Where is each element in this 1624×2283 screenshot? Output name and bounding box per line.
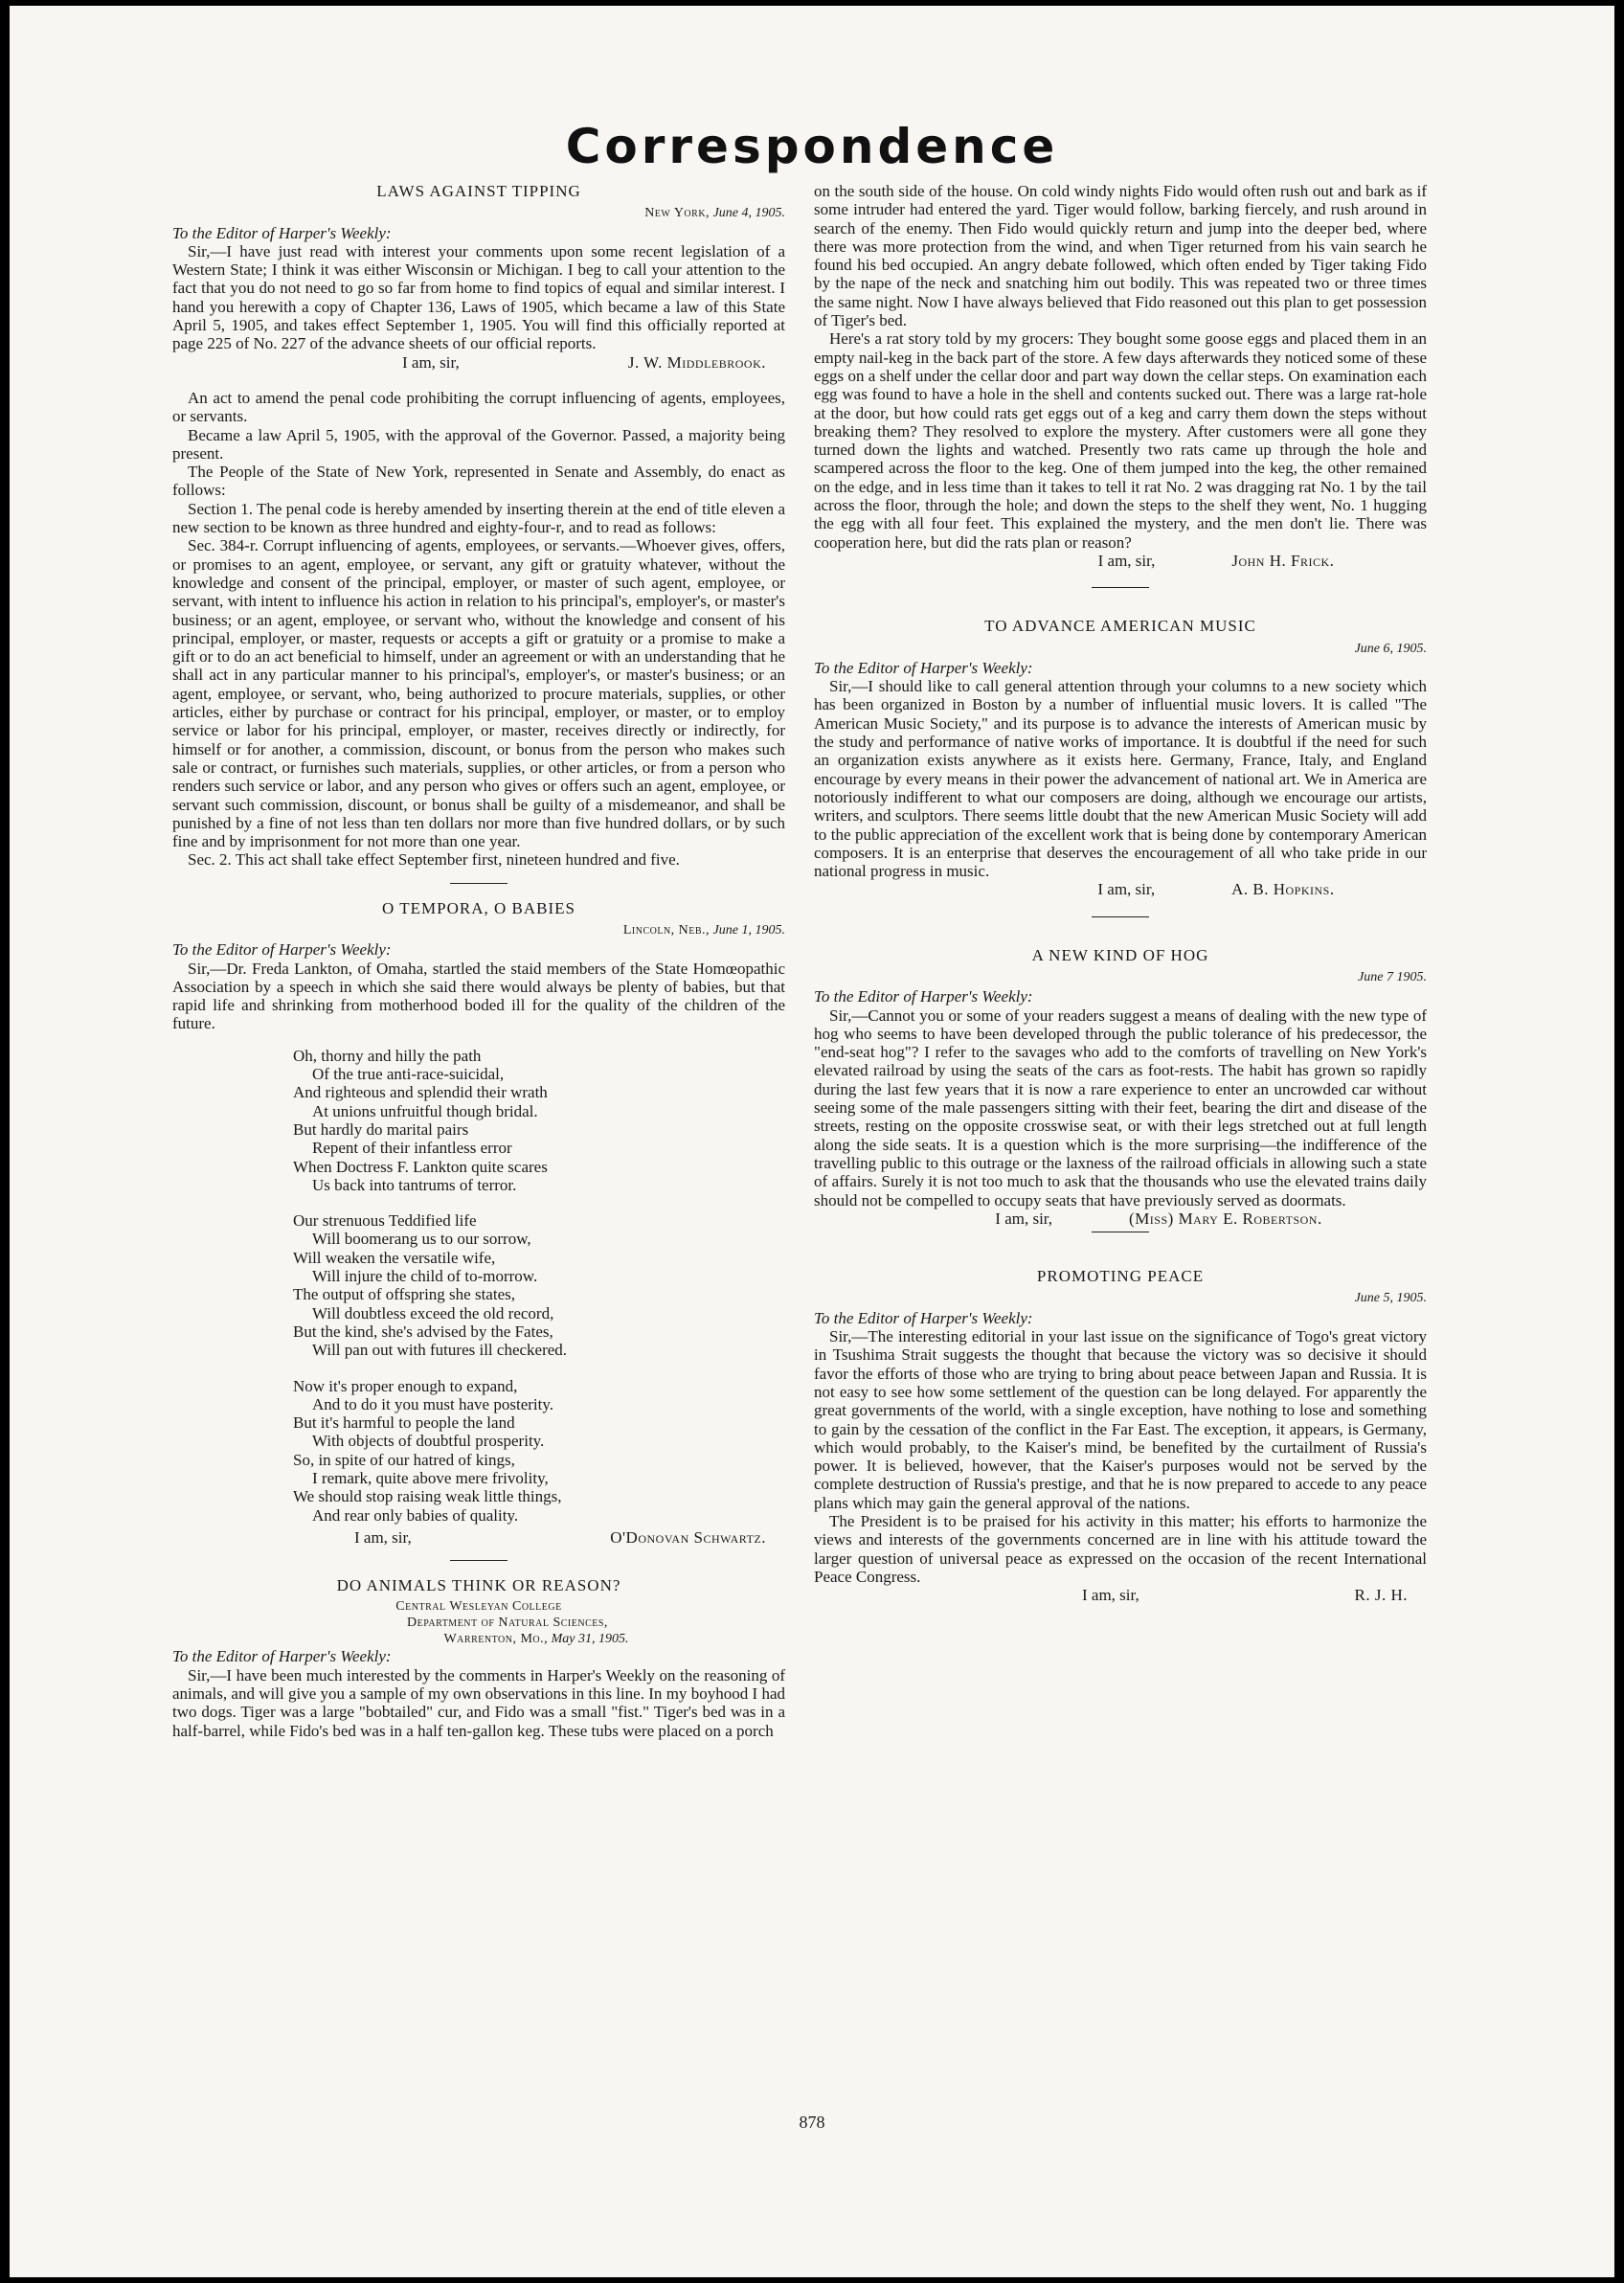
letter-body-continued: on the south side of the house. On cold windy nights Fido would often rush out and bark as if some intruder had entered the yard. Tiger would follow, barking fiercely, and rush around in search of the enemy. Then Fido would quickly return and jump into the deeper bed, where there was more protection from the wind, and when Tiger returned from his vain search he found his bed occupied. An angry debate followed, which often ended by Tiger taking Fido by the nape of the neck and snatching him out bodily. This was repeated two or three times the same night. Now I have always believed that Fido reasoned out this plan to get possession of Tiger's bed. <box>814 182 1427 330</box>
section-heading: TO ADVANCE AMERICAN MUSIC <box>984 617 1256 636</box>
section-heading: A NEW KIND OF HOG <box>1031 945 1209 964</box>
signature-line: I am, sir, J. W. Middlebrook. <box>402 352 766 372</box>
letter-body: The President is to be praised for his activity in this matter; his efforts to harmonize the views and interests of the governments concerned are in line with his attitude toward the larger question of universal peace as expressed on the occasion of the recent International Peace Congress. <box>814 1512 1427 1586</box>
act-paragraph: Became a law April 5, 1905, with the approval of the Governor. Passed, a majority being present. <box>172 425 785 463</box>
letter-american-music <box>814 617 1427 898</box>
poem-stanza <box>293 1377 785 1525</box>
dateline: June 5, 1905. <box>1354 1291 1427 1306</box>
dateline: Lincoln, Neb., June 1, 1905. <box>622 922 785 938</box>
poem-line: Repent of their infantless error <box>312 1139 512 1158</box>
signature-line: I am, sir, John H. Frick. <box>1097 551 1335 570</box>
newspaper-page <box>10 6 1614 2277</box>
poem <box>293 1047 785 1525</box>
act-paragraph: The People of the State of New York, represented in Senate and Assembly, do enact as follows: <box>172 463 785 500</box>
page-title: Correspondence <box>565 119 1059 174</box>
salutation: To the Editor of Harper's Weekly: <box>814 1308 1033 1327</box>
poem-line: Now it's proper enough to expand, <box>293 1376 518 1395</box>
letter-do-animals-think <box>172 1576 785 1740</box>
poem-stanza <box>293 1047 785 1194</box>
signature-line: I am, sir, (Miss) Mary E. Robertson. <box>995 1209 1322 1228</box>
section-heading: DO ANIMALS THINK OR REASON? <box>336 1576 621 1595</box>
letter-new-kind-of-hog <box>814 946 1427 1228</box>
poem-line: Of the true anti-race-suicidal, <box>312 1065 505 1084</box>
poem-line: Will doubtless exceed the old record, <box>312 1303 554 1322</box>
salutation: To the Editor of Harper's Weekly: <box>172 1647 392 1666</box>
divider <box>450 883 508 884</box>
poem-line: But the kind, she's advised by the Fates, <box>293 1322 553 1341</box>
poem-line: But hardly do marital pairs <box>293 1119 469 1139</box>
right-column <box>814 182 1427 2116</box>
poem-line: But it's harmful to people the land <box>293 1413 515 1433</box>
signature-line: I am, sir, A. B. Hopkins. <box>1097 880 1335 899</box>
left-column <box>172 182 785 2116</box>
poem-line: Will weaken the versatile wife, <box>293 1248 496 1267</box>
letter-laws-against-tipping <box>172 182 785 870</box>
poem-line: So, in spite of our hatred of kings, <box>293 1450 515 1469</box>
signature-line: I am, sir, O'Donovan Schwartz. <box>354 1527 766 1547</box>
act-paragraph: An act to amend the penal code prohibiting the corrupt influencing of agents, employees, or servants. <box>172 388 785 426</box>
poem-line: Will pan out with futures ill checkered. <box>312 1341 568 1360</box>
poem-line: Will injure the child of to-morrow. <box>312 1267 538 1286</box>
salutation: To the Editor of Harper's Weekly: <box>814 658 1033 677</box>
letter-body: Sir,—I have just read with interest your comments upon some recent legislation of a Western State; I think it was either Wisconsin or Michigan. I beg to call your attention to the fact that you do not need to go so far from home to find topics of equal and similar interest. I hand you herewith a copy of Chapter 136, Laws of 1905, which became a law of this State April 5, 1905, and takes effect September 1, 1905. You will find this officially reported at page 225 of No. 227 of the advance sheets of our official reports. <box>172 241 785 353</box>
letter-body: Sir,—Cannot you or some of your readers suggest a means of dealing with the new type of hog who seems to have been developed through the public tolerance of his predecessor, the "end-seat hog"? I refer to the savages who add to the comforts of travelling on New York's elevated railroad by using the seats of the cars as foot-rests. The habit has grown so rapidly during the last few years that it is now a rare experience to enter an uncrowded car without seeing some of the male passengers sitting with their feet, bearing the dirt and disease of the streets, resting on the opposite crosswise seat, or with their legs stretched out at full length along the side seats. It is a question which is the more surprising—the indifference of the travelling public to this outrage or the laxness of the railroad officials in allowing such a state of affairs. Surely it is not too much to ask that the thousands who use the elevated trains daily should not be compelled to occupy seats that have previously served as doormats. <box>814 1006 1427 1209</box>
act-paragraph: Section 1. The penal code is hereby amended by inserting therein at the end of title eleven a new section to be known as three hundred and eighty-four-r, and to read as follows: <box>172 499 785 537</box>
poem-line: Us back into tantrums of terror. <box>312 1175 517 1194</box>
section-heading: PROMOTING PEACE <box>1036 1267 1205 1286</box>
dateline: June 6, 1905. <box>1354 641 1427 656</box>
poem-stanza <box>293 1211 785 1359</box>
poem-line: And righteous and splendid their wrath <box>293 1083 548 1102</box>
salutation: To the Editor of Harper's Weekly: <box>814 987 1033 1006</box>
act-paragraph: Sec. 2. This act shall take effect September first, nineteen hundred and five. <box>188 850 680 870</box>
letter-promoting-peace <box>814 1267 1427 1604</box>
dateline: New York, June 4, 1905. <box>644 206 785 221</box>
poem-line: With objects of doubtful prosperity. <box>312 1432 545 1451</box>
letter-do-animals-think-continued <box>814 182 1427 570</box>
letter-o-tempora-o-babies <box>172 899 785 1548</box>
poem-line: Oh, thorny and hilly the path <box>293 1046 482 1065</box>
poem-line: The output of offspring she states, <box>293 1285 515 1304</box>
poem-line: At unions unfruitful though bridal. <box>312 1101 538 1120</box>
section-heading: O TEMPORA, O BABIES <box>382 898 575 917</box>
signature-line: I am, sir, R. J. H. <box>1082 1586 1408 1605</box>
letter-body: Sir,—I have been much interested by the comments in Harper's Weekly on the reasoning of animals, and will give you a sample of my own observations in this line. In my boyhood I had two dogs. Tiger was a large "bobtailed" cur, and Fido was a small "fist." Tiger's bed was in a half-barrel, while Fido's bed was in a half ten-gallon keg. These tubs were placed on a porch <box>172 1665 785 1740</box>
poem-line: Will boomerang us to our sorrow, <box>312 1230 531 1249</box>
poem-line: We should stop raising weak little things, <box>293 1487 562 1506</box>
divider <box>450 1560 508 1561</box>
letter-body: Sir,—Dr. Freda Lankton, of Omaha, startled the staid members of the State Homœopathic Association by a speech in which she said there would always be plenty of babies, but that rapid life and shrinking from motherhood boded ill for the quality of the children of the future. <box>172 959 785 1033</box>
salutation: To the Editor of Harper's Weekly: <box>172 940 392 960</box>
section-heading: LAWS AGAINST TIPPING <box>376 182 581 200</box>
poem-line: And rear only babies of quality. <box>312 1505 519 1525</box>
letter-body: Sir,—The interesting editorial in your last issue on the significance of Togo's great victory in Tsushima Strait suggests the thought that because the victory was so decisive it should favor the efforts of those who are trying to bring about peace between Japan and Russia. It is not easy to see how some settlement of the question can be long delayed. For apparently the great governments of the world, with a single exception, have nothing to lose and something to gain by the cessation of the conflict in the Far East. The exception, it appears, is Germany, which would probably, to the Kaiser's mind, be benefited by the curtailment of Russia's power. It is believed, however, that the Kaiser's purposes would not be served by the complete destruction of Russia's prestige, and that he is now prepared to accede to any peace plans which may gain the general approval of the nations. <box>814 1327 1427 1512</box>
page-number: 878 <box>799 2113 825 2132</box>
poem-line: Our strenuous Teddified life <box>293 1211 477 1231</box>
poem-line: When Doctress F. Lankton quite scares <box>293 1157 548 1176</box>
poem-line: I remark, quite above mere frivolity, <box>312 1469 549 1487</box>
dateline: June 7 1905. <box>1358 969 1427 984</box>
divider <box>1092 916 1149 917</box>
divider <box>1092 587 1149 588</box>
letter-body: Sir,—I should like to call general attention through your columns to a new society which has been organized in Boston by a number of influential music lovers. It is called "The American Music Society," and its purpose is to advance the interests of American music by the study and performance of native works of importance. It is doubtful if the need for such an organization exists anywhere as it exists here. Germany, France, Italy, and England encourage by every means in their power the advancement of national art. We in America are notoriously indifferent to what our composers are doing, although we encourage our artists, writers, and sculptors. There seems little doubt that the new American Music Society will add to the public appreciation of the excellent work that is being done by contemporary American composers. It is an enterprise that deserves the encouragement of all who take pride in our national progress in music. <box>814 677 1427 881</box>
act-paragraph: Sec. 384-r. Corrupt influencing of agents, employees, or servants.—Whoever gives, offers, or promises to an agent, employee, or servant, any gift or gratuity whatever, without the knowledge and consent of the principal, employer, or master of such agent, employee, or servant, with intent to influence his action in relation to his principal's, employer's, or master's business; or an agent, employee, or servant who, without the knowledge and consent of his principal, employer, or master, requests or accepts a gift or gratuity or a promise to make a gift or to do an act beneficial to himself, under an agreement or with an understanding that he shall act in any particular manner to his principal's, employer's, or master's business; or an agent, employee, or servant, who, being authorized to procure materials, supplies, or other articles, either by purchase or contract for his principal, employer, or master, or to employ service or labor for his principal, employer, or master, receives directly or indirectly, for himself or for another, a commission, discount, or bonus from the person who makes such sale or contract, or furnishes such materials, supplies, or other articles, or from a person who renders such service or labor, and any person who gives or offers such an agent, employee, or servant such commission, discount, or bonus shall be guilty of a misdemeanor, and shall be punished by a fine of not less than ten dollars nor more than five hundred dollars, or by such fine and by imprisonment for not more than one year. <box>172 536 785 851</box>
poem-line: And to do it you must have posterity. <box>312 1394 553 1413</box>
salutation: To the Editor of Harper's Weekly: <box>172 223 392 242</box>
letter-body: Here's a rat story told by my grocers: They bought some goose eggs and placed them in an empty nail-keg in the back part of the store. A few days afterwards they noticed some of these eggs on a shelf under the cellar door and part way down the cellar steps. On examination each egg was found to have a hole in the shell and contents sucked out. There was a large rat-hole at the door, but how could rats get eggs out of a keg and carry them down the steps without breaking them? They resolved to explore the mystery. After customers were all gone they turned down the lights and watched. Presently two rats came up through the hole and scampered across the floor to the keg. One of them jumped into the keg, the other remained on the edge, and in less time than it takes to tell it rat No. 2 was dragging rat No. 1 by the tail across the floor, through the hole; and down the steps to the shelf they went, No. 1 hugging the egg with all four feet. This explained the mystery, and the men don't lie. There was cooperation here, but did the rats plan or reason? <box>814 329 1427 552</box>
address-block: Central Wesleyan College Department of Natural Sciences, Warrenton, Mo., May 31, 1905. <box>395 1599 629 1647</box>
